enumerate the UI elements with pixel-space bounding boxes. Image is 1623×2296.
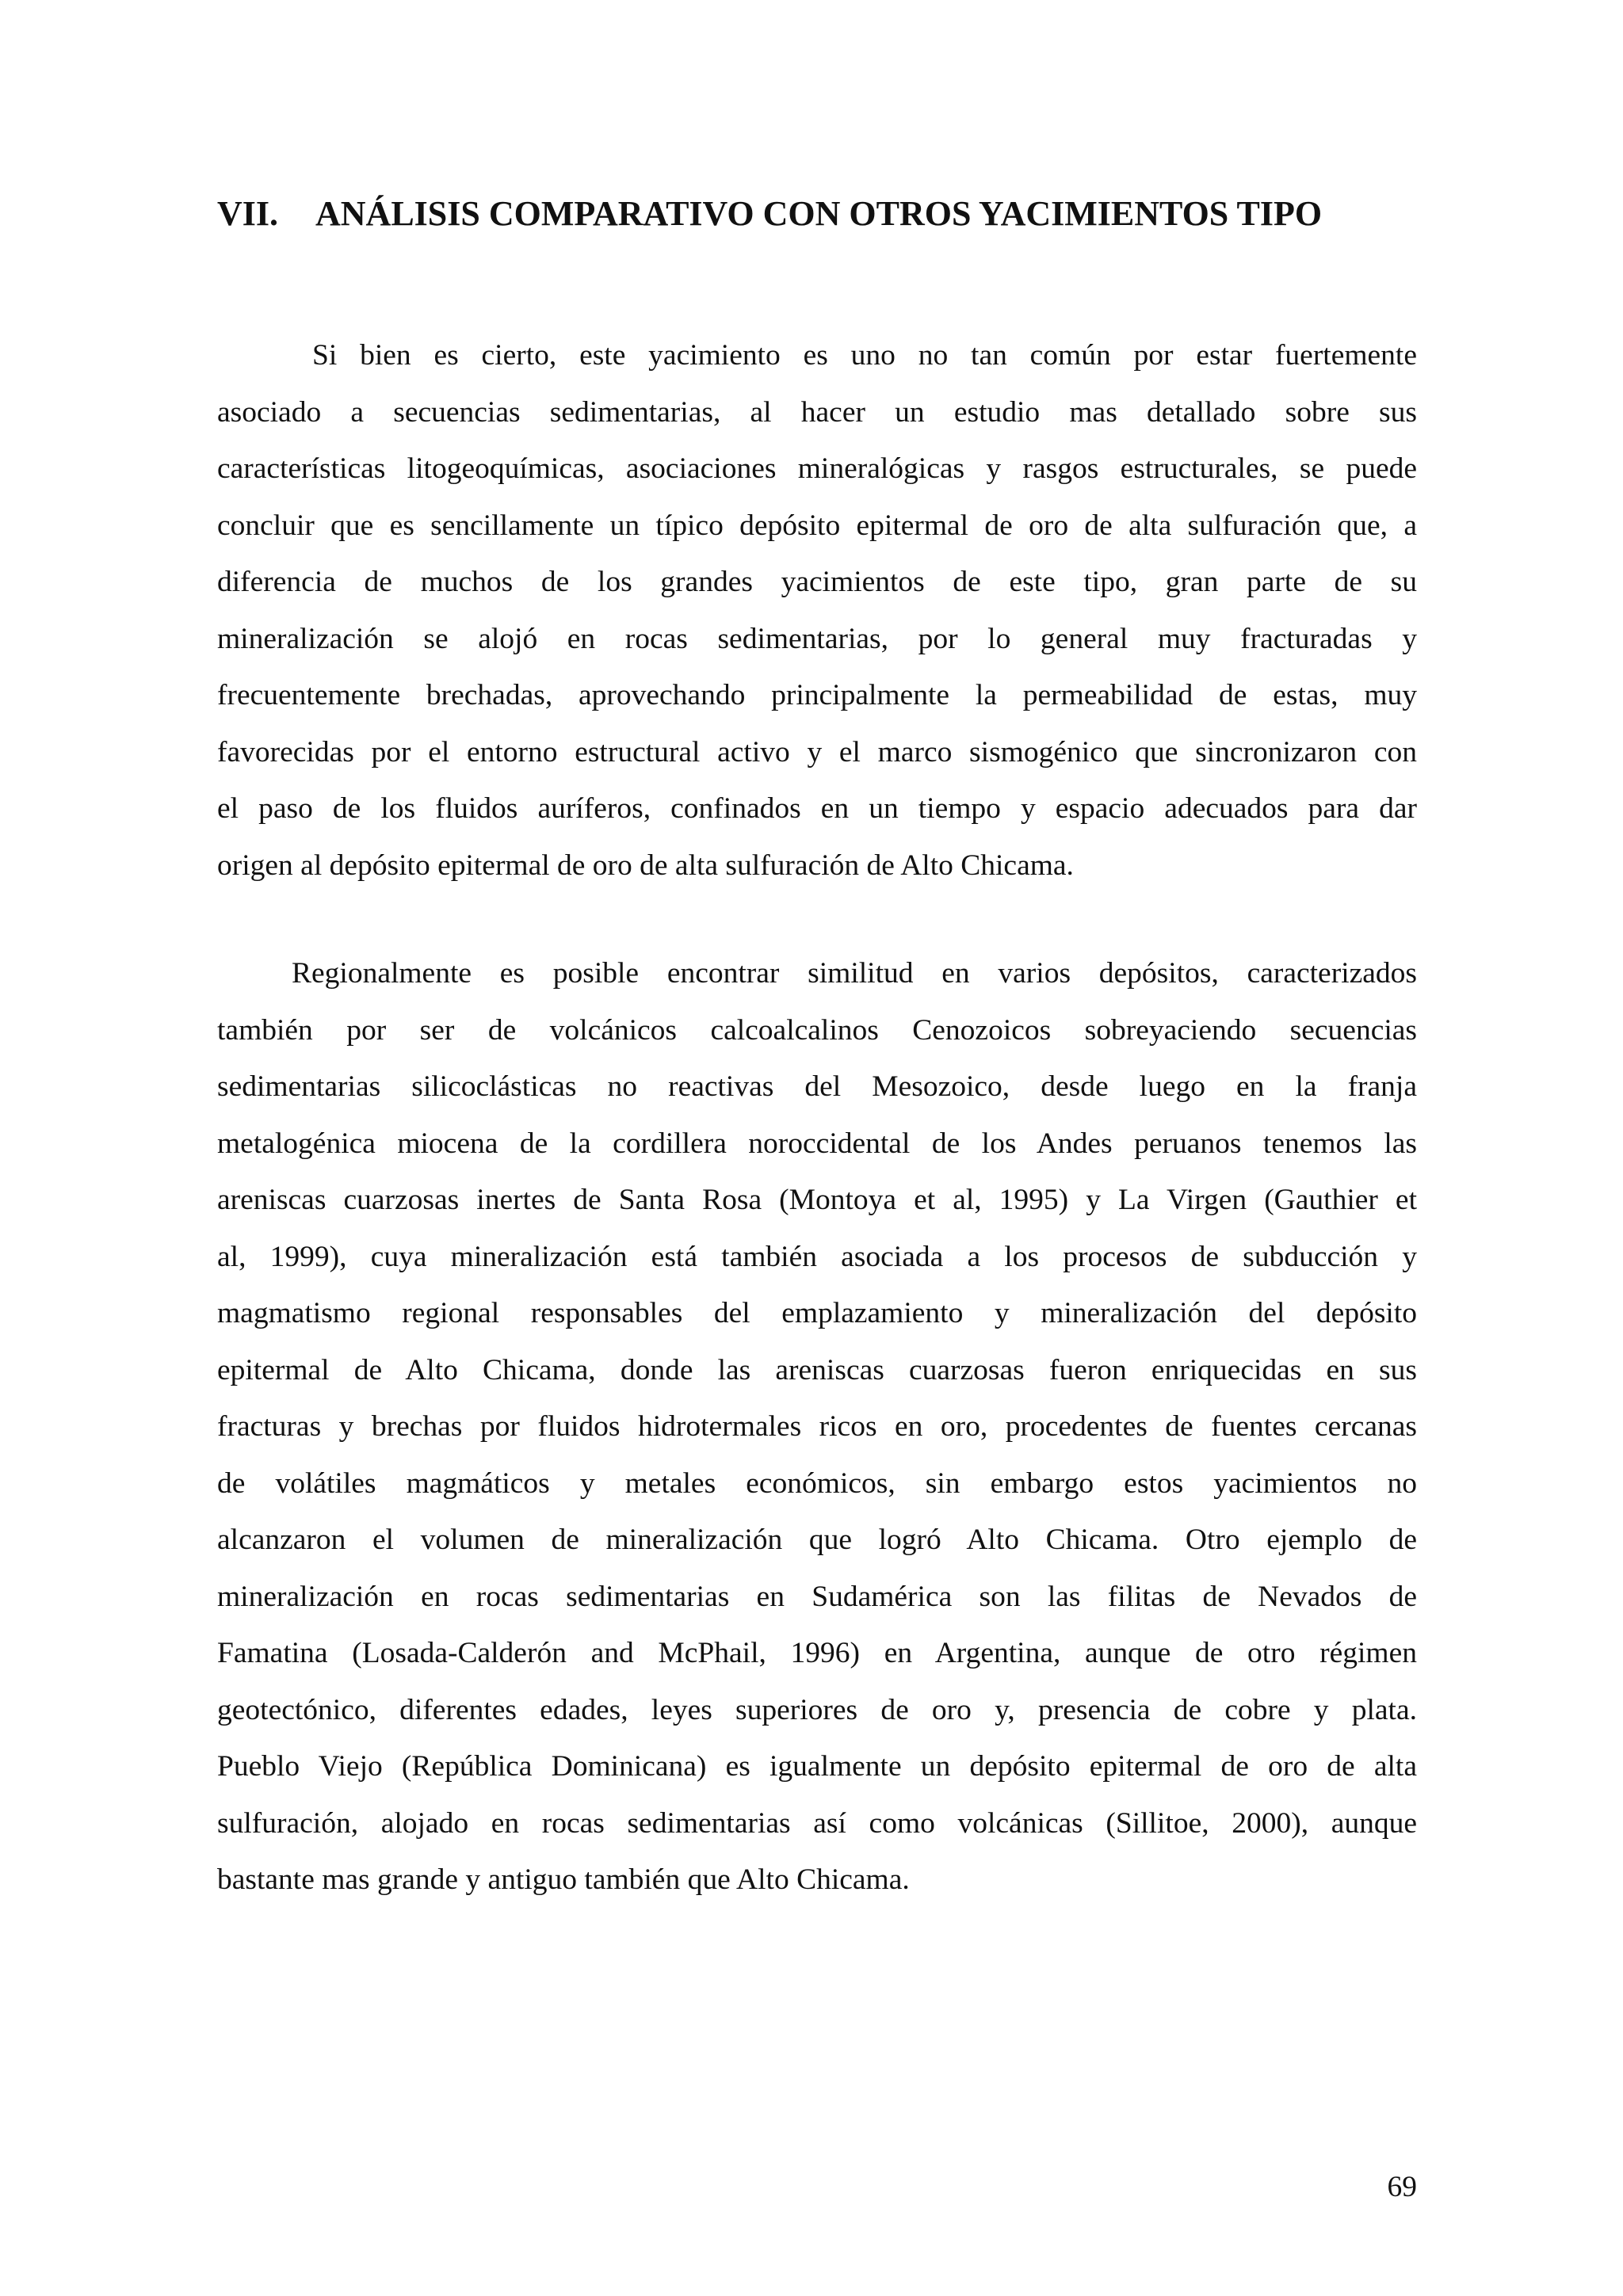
paragraph-line: frecuentemente brechadas, aprovechando principalmente la permeabilidad de estas, muy [217,679,1417,711]
paragraph-line: al, 1999), cuya mineralización está también asociada a los procesos de subducción y [217,1240,1417,1273]
paragraph-line: asociado a secuencias sedimentarias, al hacer un estudio mas detallado sobre sus [217,395,1417,429]
paragraph-line: alcanzaron el volumen de mineralización que logró Alto Chicama. Otro ejemplo de [217,1524,1417,1556]
paragraph-1 [217,327,1417,894]
page-number: 69 [1387,2171,1417,2203]
paragraph-line: areniscas cuarzosas inertes de Santa Rosa (Montoya et al, 1995) y La Virgen (Gauthier et [217,1184,1417,1216]
paragraph-line: concluir que es sencillamente un típico depósito epitermal de oro de alta sulfuración que, a [217,509,1417,542]
section-heading [217,190,1422,238]
paragraph-line: el paso de los fluidos auríferos, confinados en un tiempo y espacio adecuados para dar [217,792,1417,825]
section-number: VII. [217,194,279,233]
paragraph-line: favorecidas por el entorno estructural activo y el marco sismogénico que sincronizaron con [217,735,1417,769]
paragraph-line: mineralización se alojó en rocas sedimentarias, por lo general muy fracturadas y [217,622,1417,655]
paragraph-line: diferencia de muchos de los grandes yacimientos de este tipo, gran parte de su [217,566,1417,598]
paragraph-line: Famatina (Losada-Calderón and McPhail, 1996) en Argentina, aunque de otro régimen [217,1637,1417,1669]
paragraph-line: sulfuración, alojado en rocas sedimentarias así como volcánicas (Sillitoe, 2000), aunque [217,1806,1417,1840]
paragraph-line: también por ser de volcánicos calcoalcalinos Cenozoicos sobreyaciendo secuencias [217,1013,1417,1047]
paragraph-line: origen al depósito epitermal de oro de alta sulfuración de Alto Chicama. [217,849,1074,882]
paragraph-line: características litogeoquímicas, asociaciones mineralógicas y rasgos estructurales, se puede [217,452,1417,485]
paragraph-line: bastante mas grande y antiguo también que Alto Chicama. [217,1863,910,1896]
paragraph-line: fracturas y brechas por fluidos hidrotermales ricos en oro, procedentes de fuentes cercanas [217,1410,1417,1443]
paragraph-line: Pueblo Viejo (República Dominicana) es igualmente un depósito epitermal de oro de alta [217,1750,1417,1783]
paragraph-line: sedimentarias silicoclásticas no reactivas del Mesozoico, desde luego en la franja [217,1070,1417,1103]
paragraph-line: metalogénica miocena de la cordillera noroccidental de los Andes peruanos tenemos las [217,1127,1417,1160]
paragraph-line: Regionalmente es posible encontrar similitud en varios depósitos, caracterizados [292,957,1417,990]
paragraph-line: epitermal de Alto Chicama, donde las areniscas cuarzosas fueron enriquecidas en sus [217,1353,1417,1386]
paragraph-line: de volátiles magmáticos y metales económicos, sin embargo estos yacimientos no [217,1466,1417,1500]
paragraph-line: magmatismo regional responsables del emplazamiento y mineralización del depósito [217,1297,1417,1329]
paragraph-2 [217,945,1417,1909]
paragraph-line: geotectónico, diferentes edades, leyes superiores de oro y, presencia de cobre y plata. [217,1693,1417,1726]
paragraph-line: mineralización en rocas sedimentarias en Sudamérica son las filitas de Nevados de [217,1580,1417,1613]
section-title: ANÁLISIS COMPARATIVO CON OTROS YACIMIENTOS TIPO [315,194,1323,233]
paragraph-line: Si bien es cierto, este yacimiento es uno no tan común por estar fuertemente [312,339,1417,372]
